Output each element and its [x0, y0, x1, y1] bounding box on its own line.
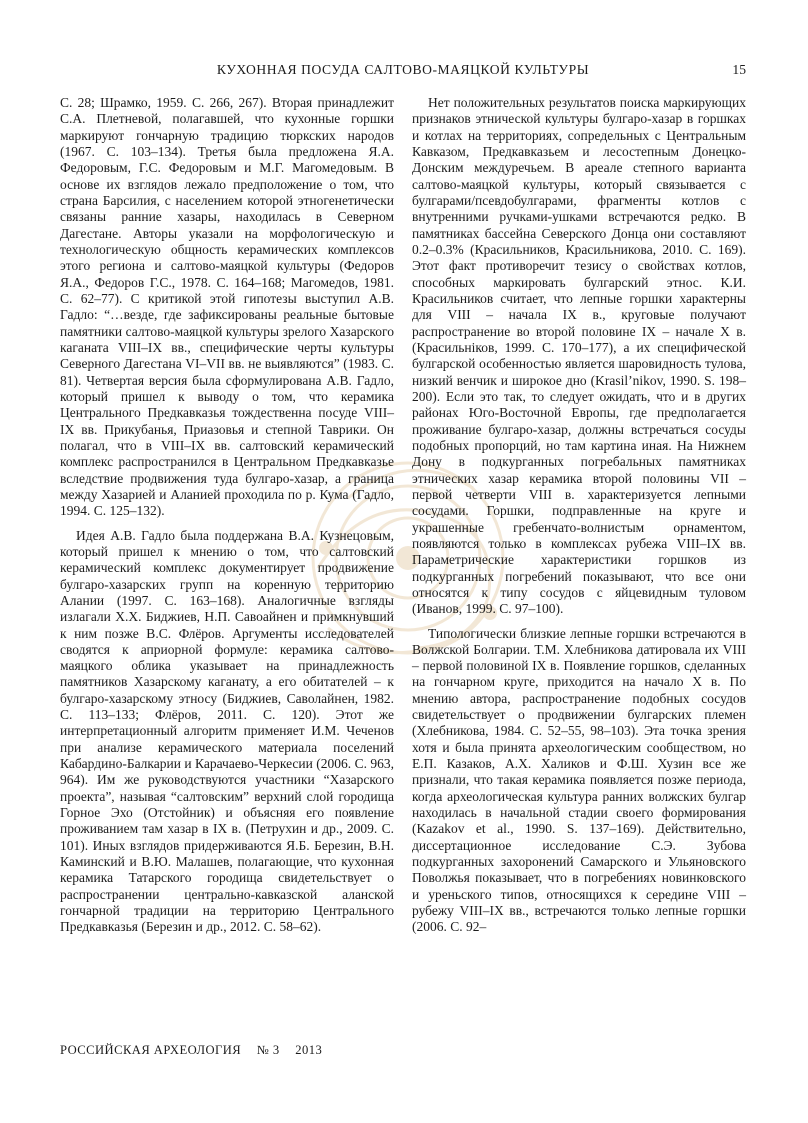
journal-name: РОССИЙСКАЯ АРХЕОЛОГИЯ: [60, 1043, 242, 1057]
paragraph: Нет положительных результатов поиска маркирующих признаков этнической культуры булгаро-хазар в горшках и котлах на территориях, сопредельных с Центральным Кавказом, Предкавказьем и лесостепным Донецко-Донским междуречьем. В ареале степного варианта салтово-маяцкой культуры, который связывается с булгарами/псевдобулгарами, фрагменты котлов с внутренними ручками-ушками встречаются редко. В памятниках бассейна Северского Донца они составляют 0.2–0.3% (Красильников, Красильникова, 2010. С. 169). Этот факт противоречит тезису о свойствах котлов, способных маркировать булгарский этнос. К.И. Красильников считает, что лепные горшки характерны для VIII – начала IX в., круговые получают распространение во второй половине IX – начале X в. (Красильнiков, 1999. С. 170–177), а их специфической булгарской особенностью является шаровидность тулова, низкий венчик и широкое дно (Krasil’nikov, 1990. S. 198–200). Если это так, то следует ожидать, что и в других районах Юго-Восточной Европы, где предполагается проживание булгаро-хазар, должны встречаться сосуды подобных пропорций, но там картина иная. На Нижнем Дону в подкурганных погребальных памятниках этнических хазар керамика второй половины VII – первой четверти VIII в. характеризуется лепными сосудами. Горшки, подправленные на круге и украшенные гребенчато-волнистым орнаментом, появляются только в комплексах рубежа VIII–IX вв. Параметрические характеристики горшков из подкурганных погребений показывают, что все они относятся к типу сосудов с яйцевидным туловом (Иванов, 1999. С. 97–100).: [412, 95, 746, 617]
paragraph: С. 28; Шрамко, 1959. С. 266, 267). Вторая принадлежит С.А. Плетневой, полагавшей, что кухонные горшки маркируют гончарную традицию тюркских народов (1967. С. 103–134). Третья была предложена Я.А. Федоровым, Г.С. Федоровым и М.Г. Магомедовым. В основе их взглядов лежало предположение о том, что страна Барсилия, с населением которой этногенетически связаны ранние хазары, находилась в Северном Дагестане. Авторы указали на морфологическую и технологическую общность керамических комплексов этого региона и салтово-маяцкой культуры (Федоров Я.А., Федоров Г.С., 1978. С. 164–168; Магомедов, 1981. С. 62–77). С критикой этой гипотезы выступил А.В. Гадло: “…везде, где зафиксированы реальные бытовые памятники салтово-маяцкой культуры зрелого Хазарского каганата VIII–IX вв., специфические черты культуры Северного Дагестана VI–VII вв. не выявляются” (1983. С. 81). Четвертая версия была сформулирована А.В. Гадло, который пришел к выводу о том, что керамика Центрального Предкавказья тождественна посуде VIII–IX вв. Прикубанья, Приазовья и степной Таврики. Он полагал, что в VIII–IX вв. салтовский керамический комплекс распространился в Центральном Предкавказье вследствие продвижения туда булгаро-хазар, а граница между Хазарией и Аланией проходила по р. Кума (Гадло, 1994. С. 125–132).: [60, 95, 394, 519]
left-column: [60, 95, 394, 936]
page-footer: [60, 1043, 334, 1058]
paragraph: Типологически близкие лепные горшки встречаются в Волжской Болгарии. Т.М. Хлебникова датировала их VIII – первой половиной IX в. Появление горшков, сделанных на гончарном круге, приходится на начало X в. По мнению автора, распространение подобных сосудов свидетельствует о продвижении булгарских племен (Хлебникова, 1984. С. 52–55, 98–103). Эта точка зрения хотя и была принята археологическим сообществом, но Е.П. Казаков, А.Х. Халиков и Ф.Ш. Хузин все же признали, что такая керамика появляется позже периода, когда археологическая культура ранних волжских булгар находилась в начальной стадии своего формирования (Kazakov et al., 1990. S. 137–169). Действительно, диссертационное исследование С.Э. Зубова подкурганных захоронений Самарского и Ульяновского Поволжья показывает, что в погребениях новинковского и уреньского типов, относящихся к середине VIII – рубежу VIII–IX вв., встречаются только лепные горшки (2006. С. 92–: [412, 625, 746, 935]
page-header: [60, 62, 746, 82]
page-number: 15: [732, 62, 746, 77]
running-title: КУХОННАЯ ПОСУДА САЛТОВО-МАЯЦКОЙ КУЛЬТУРЫ: [216, 62, 590, 77]
right-column: [412, 95, 746, 936]
paragraph: Идея А.В. Гадло была поддержана В.А. Кузнецовым, который пришел к мнению о том, что салтовский керамический комплекс документирует продвижение булгаро-хазарских групп на коренную территорию Алании (1997. С. 163–168). Аналогичные взгляды излагали Х.Х. Биджиев, Н.П. Савоайнен и примкнувший к ним позже В.С. Флёров. Аргументы исследователей сводятся к априорной формуле: керамика салтово-маяцкого облика указывает на принадлежность памятников Хазарскому каганату, а его обитателей – к булгаро-хазарскому этносу (Биджиев, Саволайнен, 1982. С. 113–133; Флёров, 2011. С. 120). Этот же интерпретационный алгоритм применяет И.М. Чеченов при анализе керамического материала поселений Кабардино-Балкарии и Карачаево-Черкесии (2006. С. 963, 964). Им же руководствуются участники “Хазарского проекта”, называя “салтовским” верхний слой городища Горное Эхо (Отстойник) и объясняя его появление проживанием там хазар в IX в. (Петрухин и др., 2009. С. 101). Иных взглядов придерживаются Я.Б. Березин, В.Н. Каминский и В.Ю. Малашев, полагающие, что кухонная керамика Татарского городища свидетельствует о распространении центрально-кавказской аланской гончарной традиции на территорию Центрального Предкавказья (Березин и др., 2012. С. 58–62).: [60, 527, 394, 935]
publication-year: 2013: [295, 1043, 323, 1057]
issue-number: № 3: [256, 1043, 280, 1057]
